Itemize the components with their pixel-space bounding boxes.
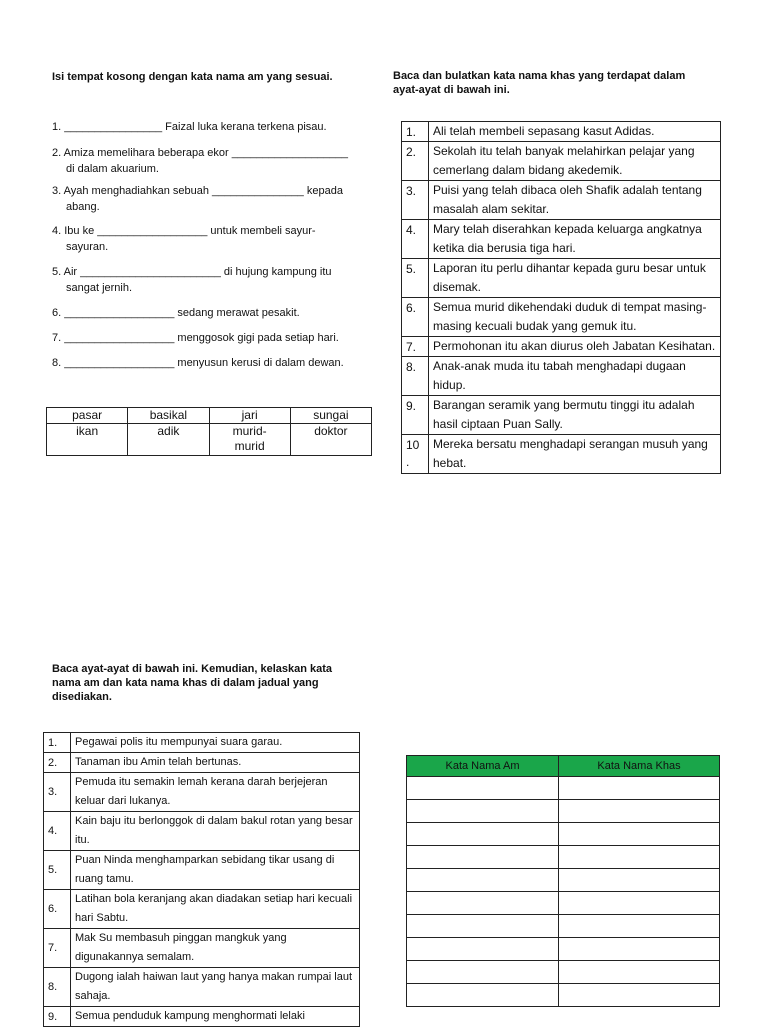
answer-cell-khas[interactable]: [559, 823, 720, 846]
row-number: 3.: [44, 773, 71, 812]
answer-cell-am[interactable]: [407, 869, 559, 892]
row-number: 6.: [44, 890, 71, 929]
table-row: [402, 298, 721, 337]
question-1: [52, 119, 372, 135]
answer-cell-am[interactable]: [407, 915, 559, 938]
row-number: 1.: [402, 122, 429, 142]
table-row: [44, 929, 360, 968]
table-row: [44, 733, 360, 753]
sentence-text: Puan Ninda menghamparkan sebidang tikar usang di ruang tamu.: [71, 851, 360, 890]
question-line-cont: sangat jernih.: [66, 282, 133, 294]
table-row: [44, 753, 360, 773]
word-cell: adik: [128, 424, 209, 456]
row-number: 8.: [402, 357, 429, 396]
sentence-text[interactable]: Ali telah membeli sepasang kasut Adidas.: [429, 122, 721, 142]
question-line: 1. ________________ Faizal luka kerana terkena pisau.: [52, 121, 327, 133]
sentence-text: Semua penduduk kampung menghormati lelaki: [71, 1007, 360, 1027]
classify-sentences-table: [43, 732, 360, 1027]
row-number: 5.: [44, 851, 71, 890]
table-row: [402, 142, 721, 181]
answer-row: [407, 915, 720, 938]
word-cell: pasar: [47, 408, 128, 424]
question-8: [52, 355, 372, 371]
sentence-text[interactable]: Mereka bersatu menghadapi serangan musuh yang hebat.: [429, 435, 721, 474]
sentence-text[interactable]: Semua murid dikehendaki duduk di tempat masing-masing kecuali budak yang gemuk itu.: [429, 298, 721, 337]
row-number: 8.: [44, 968, 71, 1007]
sentence-text: Dugong ialah haiwan laut yang hanya makan rumpai laut sahaja.: [71, 968, 360, 1007]
sentence-text: Kain baju itu berlonggok di dalam bakul rotan yang besar itu.: [71, 812, 360, 851]
answer-row: [407, 869, 720, 892]
row-number: 5.: [402, 259, 429, 298]
fill-blank-questions: [52, 119, 372, 379]
section3-title-line1: Baca ayat-ayat di bawah ini. Kemudian, kelaskan kata: [52, 663, 333, 675]
section3-title-line2: nama am dan kata nama khas di dalam jadual yang: [52, 677, 319, 689]
question-6: [52, 305, 372, 321]
word-cell: doktor: [290, 424, 371, 456]
row-number: 7.: [44, 929, 71, 968]
table-row: [44, 773, 360, 812]
table-row: [44, 890, 360, 929]
answer-row: [407, 823, 720, 846]
question-line-cont: di dalam akuarium.: [66, 163, 159, 175]
row-number: 2.: [402, 142, 429, 181]
header-kata-nama-am: Kata Nama Am: [407, 756, 559, 777]
question-line: 8. __________________ menyusun kerusi di dalam dewan.: [52, 357, 344, 369]
word-cell: ikan: [47, 424, 128, 456]
answer-row: [407, 984, 720, 1007]
answer-cell-khas[interactable]: [559, 984, 720, 1007]
question-line: 5. Air _______________________ di hujung kampung itu: [52, 266, 332, 278]
sentence-text: Pemuda itu semakin lemah kerana darah berjejeran keluar dari lukanya.: [71, 773, 360, 812]
answer-row: [407, 846, 720, 869]
answer-row: [407, 800, 720, 823]
table-row: [402, 396, 721, 435]
answer-cell-am[interactable]: [407, 892, 559, 915]
section3-title-line3: disediakan.: [52, 691, 112, 703]
table-row: [44, 851, 360, 890]
row-number: 2.: [44, 753, 71, 773]
sentence-text: Mak Su membasuh pinggan mangkuk yang digunakannya semalam.: [71, 929, 360, 968]
row-number: 9.: [44, 1007, 71, 1027]
noun-classification-table: [406, 755, 720, 1007]
word-cell: basikal: [128, 408, 209, 424]
answer-cell-am[interactable]: [407, 938, 559, 961]
section2-title-line2: ayat-ayat di bawah ini.: [393, 84, 510, 96]
question-line-cont: abang.: [66, 201, 100, 213]
section2-title: [393, 69, 733, 97]
question-7: [52, 330, 372, 346]
section3-title: [52, 662, 362, 704]
section2-title-line1: Baca dan bulatkan kata nama khas yang terdapat dalam: [393, 70, 686, 82]
table-row: [402, 435, 721, 474]
question-3: [52, 183, 372, 215]
table-row: [44, 968, 360, 1007]
table-row: [44, 812, 360, 851]
sentence-text[interactable]: Mary telah diserahkan kepada keluarga angkatnya ketika dia berusia tiga hari.: [429, 220, 721, 259]
table-row: [402, 337, 721, 357]
question-line: 3. Ayah menghadiahkan sebuah _______________ kepada: [52, 185, 343, 197]
answer-cell-am[interactable]: [407, 984, 559, 1007]
answer-row: [407, 892, 720, 915]
row-number: 1.: [44, 733, 71, 753]
table-row: [402, 122, 721, 142]
answer-cell-am[interactable]: [407, 777, 559, 800]
answer-row: [407, 938, 720, 961]
table-row: [402, 181, 721, 220]
word-cell: sungai: [290, 408, 371, 424]
sentence-text[interactable]: Permohonan itu akan diurus oleh Jabatan Kesihatan.: [429, 337, 721, 357]
answer-cell-am[interactable]: [407, 961, 559, 984]
row-number: 10 .: [402, 435, 429, 474]
sentence-text[interactable]: Sekolah itu telah banyak melahirkan pelajar yang cemerlang dalam bidang akedemik.: [429, 142, 721, 181]
sentence-text[interactable]: Laporan itu perlu dihantar kepada guru besar untuk disemak.: [429, 259, 721, 298]
proper-noun-table: [401, 121, 721, 474]
section1-title: Isi tempat kosong dengan kata nama am yang sesuai.: [52, 71, 333, 83]
answer-row: [407, 777, 720, 800]
answer-cell-khas[interactable]: [559, 869, 720, 892]
question-4: [52, 223, 372, 255]
answer-cell-am[interactable]: [407, 800, 559, 823]
answer-cell-am[interactable]: [407, 823, 559, 846]
question-line: 6. __________________ sedang merawat pesakit.: [52, 307, 300, 319]
answer-cell-khas[interactable]: [559, 892, 720, 915]
word-choices-table: [46, 407, 372, 456]
row-number: 7.: [402, 337, 429, 357]
answer-cell-khas[interactable]: [559, 800, 720, 823]
sentence-text[interactable]: Puisi yang telah dibaca oleh Shafik adalah tentang masalah alam sekitar.: [429, 181, 721, 220]
answer-cell-khas[interactable]: [559, 938, 720, 961]
sentence-text: Tanaman ibu Amin telah bertunas.: [71, 753, 360, 773]
table-row: [402, 357, 721, 396]
question-line: 2. Amiza memelihara beberapa ekor ___________________: [52, 147, 348, 159]
row-number: 3.: [402, 181, 429, 220]
question-2: [52, 145, 372, 177]
sentence-text: Latihan bola keranjang akan diadakan setiap hari kecuali hari Sabtu.: [71, 890, 360, 929]
row-number: 4.: [44, 812, 71, 851]
question-line-cont: sayuran.: [66, 241, 109, 253]
answer-cell-am[interactable]: [407, 846, 559, 869]
table-row: [402, 220, 721, 259]
answer-cell-khas[interactable]: [559, 961, 720, 984]
question-line: 4. Ibu ke __________________ untuk membeli sayur-: [52, 225, 316, 237]
answer-cell-khas[interactable]: [559, 915, 720, 938]
question-5: [52, 264, 372, 296]
sentence-text[interactable]: Barangan seramik yang bermutu tinggi itu adalah hasil ciptaan Puan Sally.: [429, 396, 721, 435]
answer-row: [407, 961, 720, 984]
word-cell: jari: [209, 408, 290, 424]
row-number: 4.: [402, 220, 429, 259]
question-line: 7. __________________ menggosok gigi pada setiap hari.: [52, 332, 339, 344]
row-number: 6.: [402, 298, 429, 337]
header-kata-nama-khas: Kata Nama Khas: [559, 756, 720, 777]
table-row: [402, 259, 721, 298]
word-cell: murid- murid: [209, 424, 290, 456]
answer-cell-khas[interactable]: [559, 846, 720, 869]
answer-cell-khas[interactable]: [559, 777, 720, 800]
row-number: 9.: [402, 396, 429, 435]
sentence-text: Pegawai polis itu mempunyai suara garau.: [71, 733, 360, 753]
sentence-text[interactable]: Anak-anak muda itu tabah menghadapi dugaan hidup.: [429, 357, 721, 396]
